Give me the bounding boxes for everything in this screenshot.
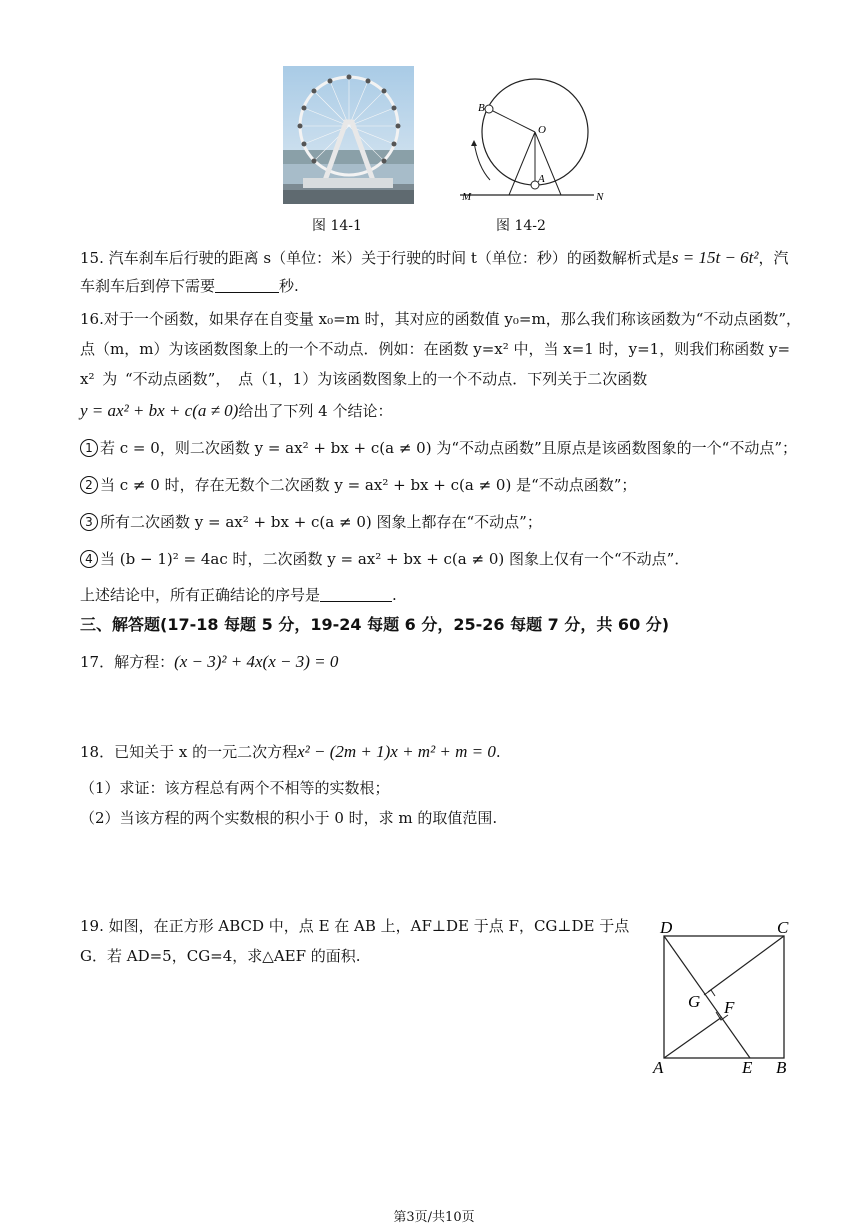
q15-line2: 车刹车后到停下需要 秒.: [80, 277, 299, 295]
answer-blank: [215, 276, 279, 293]
q16-line2: 点（m，m）为该函数图象上的一个不动点．例如：在函数 y=x² 中，当 x=1 时，y=1，则我们称函数 y=: [80, 340, 791, 358]
label-O: O: [538, 124, 546, 136]
q19-line2: G．若 AD=5，CG=4，求△AEF 的面积.: [80, 947, 361, 965]
q16-line1: 16.对于一个函数，如果存在自变量 x₀=m 时，其对应的函数值 y₀=m，那么我们称该函数为“不动点函数”，: [80, 310, 802, 328]
q16-conclusion-2: 2 当 c ≠ 0 时，存在无数个二次函数 y = ax² + bx + c(a ≠ 0) 是“不动点函数”；: [80, 474, 636, 496]
q15-line1: 15. 汽车刹车后行驶的距离 s（单位：米）关于行驶的时间 t（单位：秒）的函数解析式是s = 15t − 6t²，汽: [80, 248, 789, 267]
section-3-heading: 三、解答题(17-18 每题 5 分，19-24 每题 6 分，25-26 每题 7 分，共 60 分): [80, 615, 670, 634]
figure-14-2-caption: 图 14-2: [496, 218, 546, 234]
page-footer: 第3页/共10页: [393, 1210, 475, 1225]
label-A: A: [538, 173, 545, 185]
answer-blank: [320, 585, 392, 602]
label-D: D: [660, 918, 673, 937]
q15-formula: s = 15t − 6t²: [671, 248, 759, 267]
figure-14-2-diagram: [460, 72, 610, 208]
circled-number-2: 2: [80, 476, 98, 494]
label-F: F: [724, 998, 735, 1017]
label-G: G: [688, 992, 701, 1011]
q17-formula: (x − 3)² + 4x(x − 3) = 0: [174, 652, 339, 671]
label-B: B: [478, 102, 485, 114]
q16-line4: y = ax² + bx + c(a ≠ 0)给出了下列 4 个结论：: [80, 401, 393, 420]
q16-conclusion-1: 1 若 c = 0，则二次函数 y = ax² + bx + c(a ≠ 0) 为“不动点函数”且原点是该函数图象的一个“不动点”；: [80, 437, 797, 459]
label-B: B: [776, 1058, 787, 1077]
figure-14-1-caption: 图 14-1: [312, 218, 362, 234]
q16-conclusion-3: 3 所有二次函数 y = ax² + bx + c(a ≠ 0) 图象上都存在“不动点”；: [80, 511, 542, 533]
label-C: C: [777, 918, 789, 937]
label-E: E: [742, 1058, 753, 1077]
circled-number-3: 3: [80, 513, 98, 531]
q16-conclusion-4: 4 当 (b − 1)² = 4ac 时，二次函数 y = ax² + bx + c(a ≠ 0) 图象上仅有一个“不动点”．: [80, 548, 689, 570]
circled-number-1: 1: [80, 439, 98, 457]
q16-line3: x² 为 “不动点函数”， 点（1，1）为该函数图象上的一个不动点．下列关于二次函数: [80, 370, 648, 388]
label-M: M: [462, 191, 472, 203]
q16-answer-line: 上述结论中，所有正确结论的序号是 .: [80, 586, 397, 604]
square-abcd-diagram: [650, 914, 800, 1080]
label-A: A: [653, 1058, 664, 1077]
q17-line: 17．解方程：(x − 3)² + 4x(x − 3) = 0: [80, 652, 339, 671]
q18-part2: （2）当该方程的两个实数根的积小于 0 时，求 m 的取值范围.: [80, 809, 498, 827]
label-N: N: [596, 191, 604, 203]
q18-line: 18．已知关于 x 的一元二次方程x² − (2m + 1)x + m² + m = 0.: [80, 742, 501, 761]
ferris-wheel-photo: [283, 66, 414, 204]
q18-formula: x² − (2m + 1)x + m² + m = 0: [297, 742, 496, 761]
q18-part1: （1）求证：该方程总有两个不相等的实数根；: [80, 779, 390, 797]
circled-number-4: 4: [80, 550, 98, 568]
q19-line1: 19. 如图，在正方形 ABCD 中，点 E 在 AB 上，AF⊥DE 于点 F，CG⊥DE 于点: [80, 917, 630, 935]
